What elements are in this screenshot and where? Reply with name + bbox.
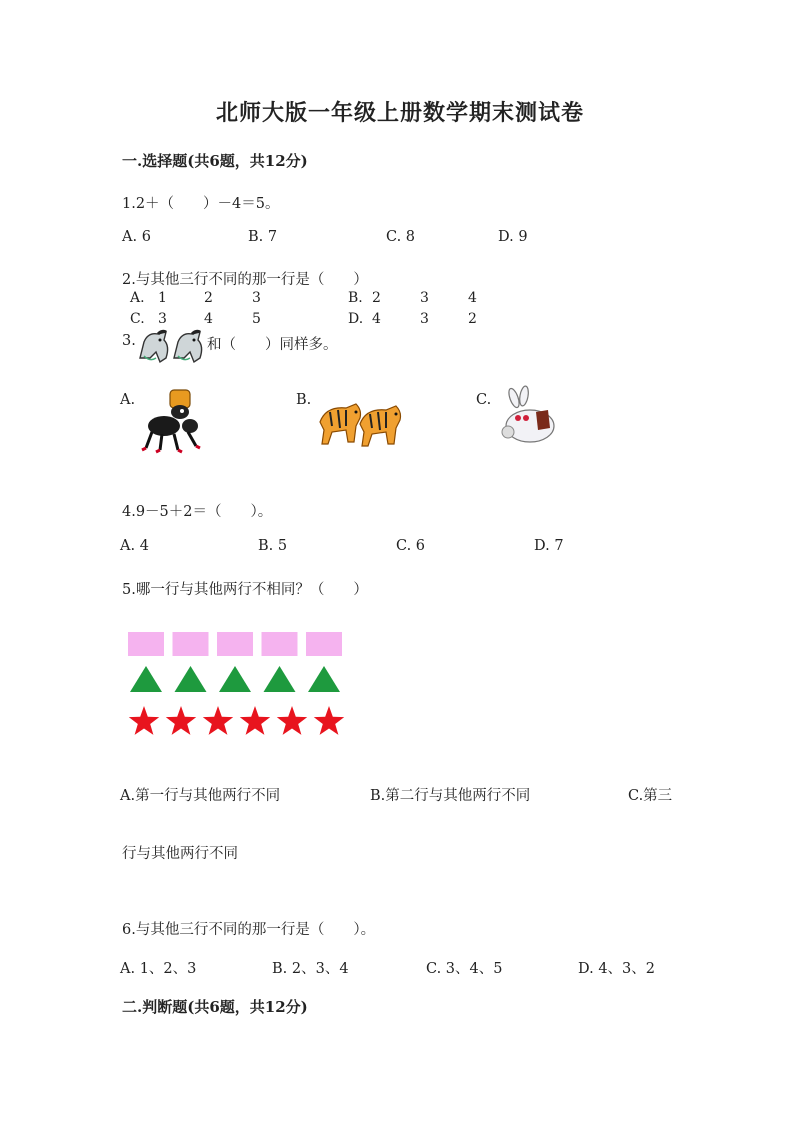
q2-option-d-num: 4 <box>372 311 381 327</box>
q4-option-d: D. 7 <box>534 538 564 554</box>
triangle-shape <box>264 666 296 692</box>
section-2-heading: 二.判断题(共6题，共12分) <box>122 998 308 1016</box>
q2-option-d-num: 3 <box>420 311 429 327</box>
tiger-icon <box>360 406 401 446</box>
q2-option-d-num: 2 <box>468 311 477 327</box>
star-shape <box>203 706 233 735</box>
tigers-image <box>316 392 404 450</box>
question-2: 2.与其他三行不同的那一行是（ ） <box>122 272 368 288</box>
triangle-shape <box>308 666 340 692</box>
horse-icon <box>140 331 168 362</box>
star-shape <box>277 706 307 735</box>
q2-option-c-num: 3 <box>158 311 167 327</box>
triangle-shape <box>130 666 162 692</box>
q2-option-c-num: 4 <box>204 311 213 327</box>
q2-option-d-letter: D. <box>348 311 364 327</box>
rectangle-shape <box>128 632 164 656</box>
q4-option-c: C. 6 <box>396 538 426 554</box>
q3-option-b: B. <box>296 392 312 408</box>
q6-option-c: C. 3、4、5 <box>426 961 503 977</box>
question-5: 5.哪一行与其他两行不相同？（ ） <box>122 582 368 598</box>
q1-option-c: C. 8 <box>386 229 416 245</box>
page-title: 北师大版一年级上册数学期末测试卷 <box>215 100 584 126</box>
question-3-number: 3. <box>122 333 136 349</box>
q2-option-a-letter: A. <box>130 290 145 306</box>
q2-option-b-letter: B. <box>348 290 363 306</box>
q2-option-c-num: 5 <box>252 311 261 327</box>
q5-option-c-continued: 行与其他两行不同 <box>122 846 238 862</box>
rectangle-shape <box>173 632 209 656</box>
q3-option-c: C. <box>476 392 492 408</box>
question-1: 1.2＋（ ）－4＝5。 <box>122 196 280 212</box>
q1-option-d: D. 9 <box>498 229 528 245</box>
q5-option-a: A.第一行与其他两行不同 <box>120 788 281 804</box>
q1-option-b: B. 7 <box>248 229 278 245</box>
rectangle-shape <box>217 632 253 656</box>
q2-option-a-num: 2 <box>204 290 213 306</box>
q2-option-b-num: 4 <box>468 290 477 306</box>
q6-option-a: A. 1、2、3 <box>120 961 197 977</box>
triangle-shape <box>219 666 251 692</box>
star-shape <box>129 706 159 735</box>
rectangle-shape <box>262 632 298 656</box>
section-1-heading: 一.选择题(共6题，共12分) <box>122 152 308 170</box>
q3-option-a: A. <box>120 392 136 408</box>
question-6: 6.与其他三行不同的那一行是（ ）。 <box>122 922 376 938</box>
question-3: 和（ ）同样多。 <box>207 337 338 353</box>
star-shape <box>166 706 196 735</box>
q2-option-b-num: 2 <box>372 290 381 306</box>
q2-option-a-num: 1 <box>158 290 167 306</box>
rabbit-icon <box>494 388 564 448</box>
q5-option-c: C.第三 <box>628 788 673 804</box>
q1-option-a: A. 6 <box>122 229 151 245</box>
q2-option-a-num: 3 <box>252 290 261 306</box>
q2-option-c-letter: C. <box>130 311 145 327</box>
shapes-figure <box>124 626 354 746</box>
ant-icon <box>140 388 210 454</box>
star-shape <box>240 706 270 735</box>
star-shape <box>314 706 344 735</box>
rectangle-shape <box>306 632 342 656</box>
horse-icon <box>174 331 202 362</box>
question-4: 4.9－5＋2＝（ ）。 <box>122 504 273 520</box>
q4-option-b: B. 5 <box>258 538 288 554</box>
triangle-shape <box>175 666 207 692</box>
q2-option-b-num: 3 <box>420 290 429 306</box>
horses-image <box>136 328 206 366</box>
q4-option-a: A. 4 <box>120 538 149 554</box>
q5-option-b: B.第二行与其他两行不同 <box>370 788 531 804</box>
tiger-icon <box>320 404 361 444</box>
q6-option-b: B. 2、3、4 <box>272 961 349 977</box>
q6-option-d: D. 4、3、2 <box>578 961 656 977</box>
